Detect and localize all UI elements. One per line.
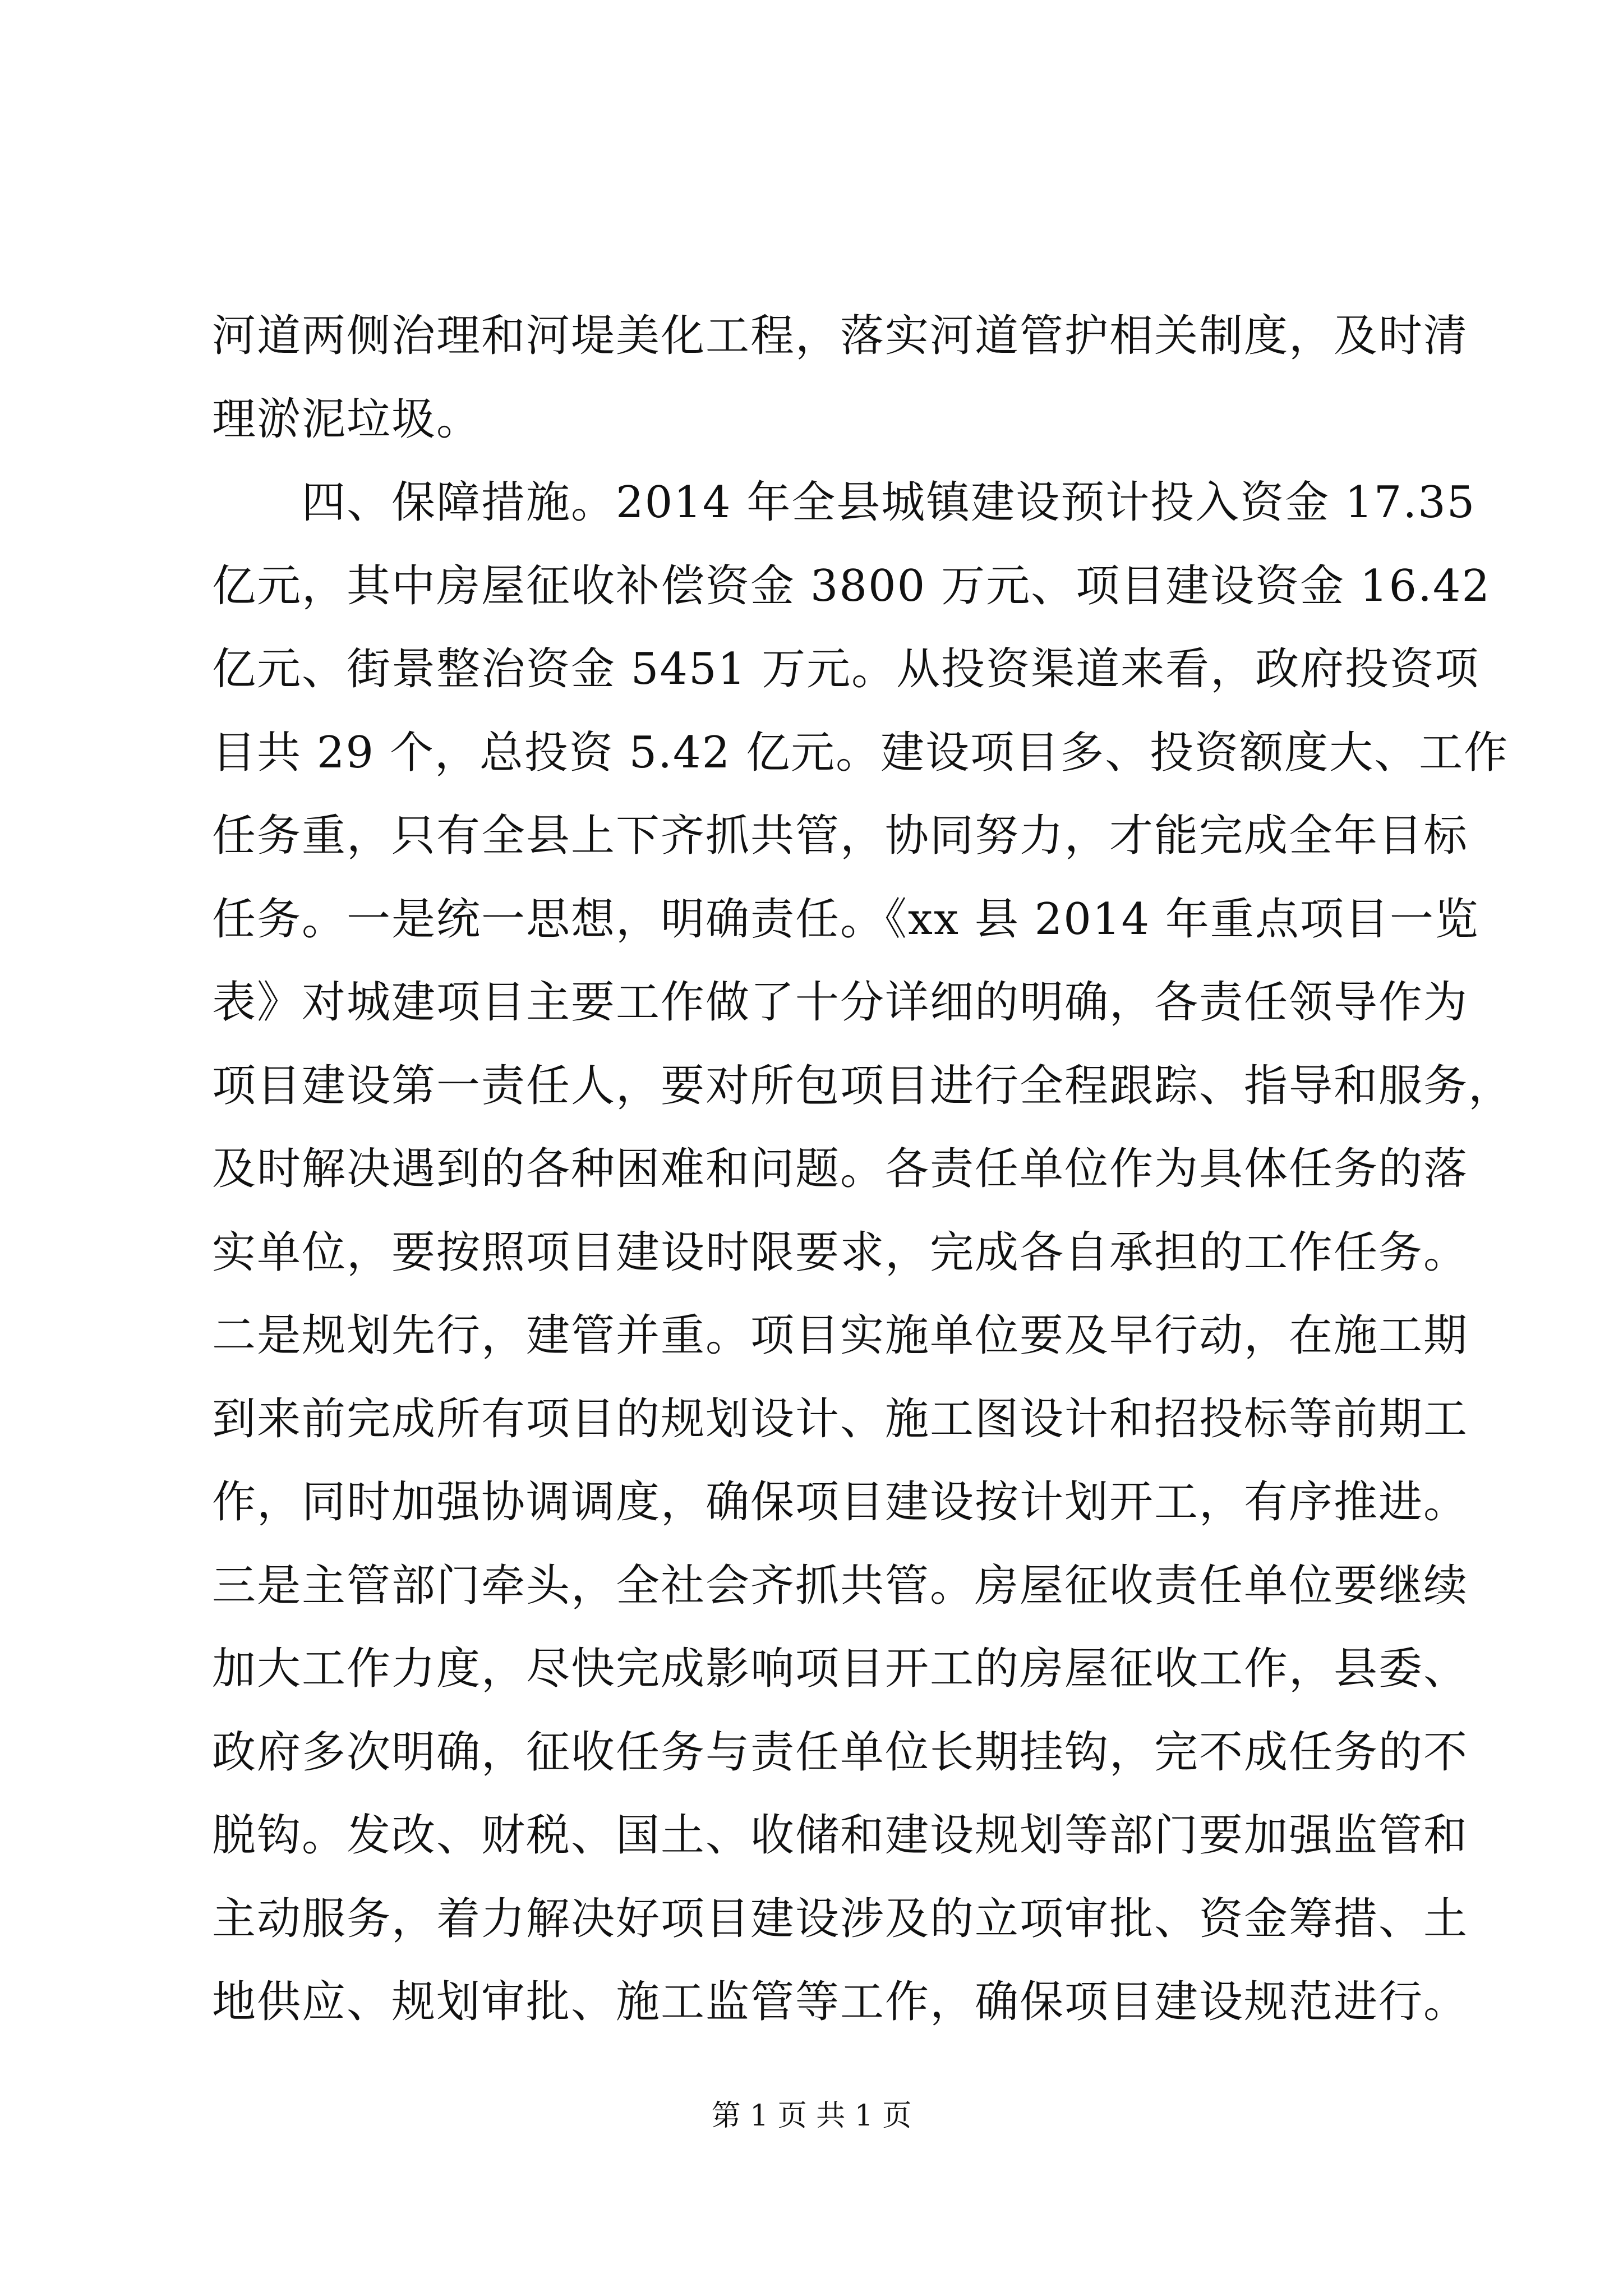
text-line: 四、保障措施。2014 年全县城镇建设预计投入资金 17.35	[212, 477, 1476, 528]
text-line: 及时解决遇到的各种困难和问题。各责任单位作为具体任务的落	[212, 1144, 1469, 1194]
text-line: 作，同时加强协调调度，确保项目建设按计划开工，有序推进。	[212, 1477, 1469, 1527]
text-line: 河道两侧治理和河堤美化工程，落实河道管护相关制度，及时清	[212, 311, 1469, 361]
text-line: 地供应、规划审批、施工监管等工作，确保项目建设规范进行。	[212, 1977, 1469, 2027]
text-line: 二是规划先行，建管并重。项目实施单位要及早行动，在施工期	[212, 1310, 1469, 1361]
text-line: 表》对城建项目主要工作做了十分详细的明确，各责任领导作为	[212, 977, 1469, 1028]
text-line: 任务。一是统一思想，明确责任。《xx 县 2014 年重点项目一览	[212, 894, 1479, 945]
text-line: 脱钩。发改、财税、国土、收储和建设规划等部门要加强监管和	[212, 1810, 1469, 1861]
text-line: 亿元，其中房屋征收补偿资金 3800 万元、项目建设资金 16.42	[212, 560, 1491, 611]
text-line: 实单位，要按照项目建设时限要求，完成各自承担的工作任务。	[212, 1227, 1469, 1278]
text-line: 理淤泥垃圾。	[212, 394, 482, 445]
text-line: 主动服务，着力解决好项目建设涉及的立项审批、资金筹措、土	[212, 1893, 1469, 1944]
body-text	[212, 295, 1514, 2044]
text-line: 亿元、街景整治资金 5451 万元。从投资渠道来看，政府投资项	[212, 644, 1480, 694]
text-line: 三是主管部门牵头，全社会齐抓共管。房屋征收责任单位要继续	[212, 1560, 1469, 1611]
text-line: 政府多次明确，征收任务与责任单位长期挂钩，完不成任务的不	[212, 1727, 1469, 1778]
text-line: 加大工作力度，尽快完成影响项目开工的房屋征收工作，县委、	[212, 1644, 1469, 1694]
text-line: 目共 29 个，总投资 5.42 亿元。建设项目多、投资额度大、工作	[212, 727, 1509, 778]
text-line: 任务重，只有全县上下齐抓共管，协同努力，才能完成全年目标	[212, 811, 1469, 861]
text-line: 到来前完成所有项目的规划设计、施工图设计和招投标等前期工	[212, 1393, 1469, 1444]
page-footer: 第 1 页 共 1 页	[711, 2099, 912, 2133]
text-line: 项目建设第一责任人，要对所包项目进行全程跟踪、指导和服务，	[212, 1060, 1514, 1111]
